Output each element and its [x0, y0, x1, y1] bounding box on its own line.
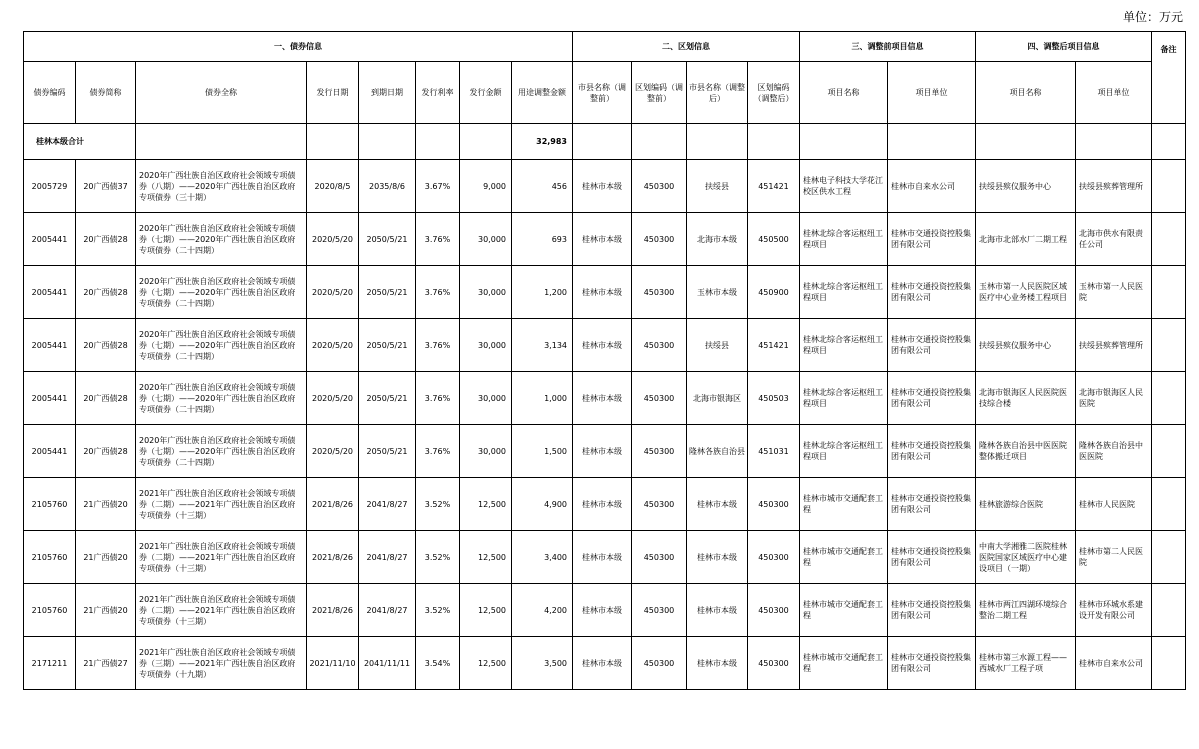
bond-full-name: 2021年广西壮族自治区政府社会领域专项债券（二期）——2021年广西壮族自治区政府专项债券（十三期）	[136, 478, 307, 531]
region-code-before: 450300	[632, 478, 687, 531]
interest-rate: 3.52%	[416, 531, 460, 584]
interest-rate: 3.76%	[416, 425, 460, 478]
project-name-before: 桂林市城市交通配套工程	[800, 584, 888, 637]
bond-code: 2105760	[24, 478, 76, 531]
project-name-before: 桂林市城市交通配套工程	[800, 531, 888, 584]
issue-date: 2020/8/5	[307, 160, 359, 213]
project-name-before: 桂林市城市交通配套工程	[800, 478, 888, 531]
interest-rate: 3.52%	[416, 478, 460, 531]
issue-amount: 12,500	[460, 637, 512, 690]
bond-full-name: 2020年广西壮族自治区政府社会领域专项债券（七期）——2020年广西壮族自治区政府专项债券（二十四期）	[136, 372, 307, 425]
empty-cell	[460, 124, 512, 160]
region-code-before: 450300	[632, 266, 687, 319]
issue-amount: 30,000	[460, 319, 512, 372]
bond-full-name: 2020年广西壮族自治区政府社会领域专项债券（七期）——2020年广西壮族自治区政府专项债券（二十四期）	[136, 266, 307, 319]
region-code-before: 450300	[632, 372, 687, 425]
col-header: 到期日期	[359, 62, 416, 124]
region-code-after: 451421	[748, 160, 800, 213]
city-after: 扶绥县	[687, 319, 748, 372]
project-name-before: 桂林北综合客运枢纽工程项目	[800, 372, 888, 425]
remark-cell	[1152, 266, 1186, 319]
bond-short-name: 20广西债28	[76, 425, 136, 478]
bond-full-name: 2021年广西壮族自治区政府社会领域专项债券（二期）——2021年广西壮族自治区政府专项债券（十三期）	[136, 584, 307, 637]
issue-date: 2020/5/20	[307, 319, 359, 372]
remark-cell	[1152, 372, 1186, 425]
maturity-date: 2050/5/21	[359, 213, 416, 266]
remark-cell	[1152, 478, 1186, 531]
region-code-after: 450500	[748, 213, 800, 266]
city-before: 桂林市本级	[573, 425, 632, 478]
maturity-date: 2041/11/11	[359, 637, 416, 690]
bond-full-name: 2020年广西壮族自治区政府社会领域专项债券（七期）——2020年广西壮族自治区政府专项债券（二十四期）	[136, 213, 307, 266]
remark-cell	[1152, 637, 1186, 690]
remark-cell	[1152, 319, 1186, 372]
bond-code: 2005441	[24, 425, 76, 478]
region-code-before: 450300	[632, 584, 687, 637]
bond-full-name: 2021年广西壮族自治区政府社会领域专项债券（三期）——2021年广西壮族自治区政府专项债券（十九期）	[136, 637, 307, 690]
issue-date: 2021/11/10	[307, 637, 359, 690]
maturity-date: 2041/8/27	[359, 531, 416, 584]
city-after: 玉林市本级	[687, 266, 748, 319]
table-row	[24, 637, 1186, 690]
issue-date: 2021/8/26	[307, 584, 359, 637]
bond-code: 2105760	[24, 531, 76, 584]
region-code-before: 450300	[632, 160, 687, 213]
project-name-after: 扶绥县殡仪服务中心	[976, 319, 1076, 372]
issue-date: 2021/8/26	[307, 531, 359, 584]
city-after: 桂林市本级	[687, 478, 748, 531]
project-name-after: 中南大学湘雅二医院桂林医院国家区域医疗中心建设项目（一期）	[976, 531, 1076, 584]
issue-date: 2020/5/20	[307, 372, 359, 425]
bond-code: 2005729	[24, 160, 76, 213]
project-unit-after: 桂林市第二人民医院	[1076, 531, 1152, 584]
unit-label: 单位：万元	[1122, 10, 1183, 24]
adjust-amount: 1,000	[512, 372, 573, 425]
empty-cell	[416, 124, 460, 160]
maturity-date: 2041/8/27	[359, 584, 416, 637]
remark-cell	[1152, 531, 1186, 584]
interest-rate: 3.76%	[416, 319, 460, 372]
adjust-amount: 1,200	[512, 266, 573, 319]
project-name-after: 隆林各族自治县中医医院整体搬迁项目	[976, 425, 1076, 478]
col-header: 市县名称（调整后）	[687, 62, 748, 124]
project-unit-before: 桂林市交通投资控股集团有限公司	[888, 425, 976, 478]
col-header: 项目名称	[976, 62, 1076, 124]
project-name-after: 桂林旅游综合医院	[976, 478, 1076, 531]
project-unit-after: 隆林各族自治县中医医院	[1076, 425, 1152, 478]
city-before: 桂林市本级	[573, 584, 632, 637]
table-row	[24, 425, 1186, 478]
empty-cell	[307, 124, 359, 160]
total-amount: 32,983	[512, 124, 573, 160]
project-name-before: 桂林电子科技大学花江校区供水工程	[800, 160, 888, 213]
project-unit-after: 扶绥县殡葬管理所	[1076, 160, 1152, 213]
issue-date: 2021/8/26	[307, 478, 359, 531]
table-row	[24, 266, 1186, 319]
project-unit-before: 桂林市自来水公司	[888, 160, 976, 213]
adjust-amount: 3,500	[512, 637, 573, 690]
table-row	[24, 584, 1186, 637]
maturity-date: 2035/8/6	[359, 160, 416, 213]
issue-date: 2020/5/20	[307, 213, 359, 266]
col-header: 债券简称	[76, 62, 136, 124]
col-header: 债券编码	[24, 62, 76, 124]
region-code-after: 451031	[748, 425, 800, 478]
issue-amount: 12,500	[460, 478, 512, 531]
remark-header: 备注	[1152, 32, 1186, 124]
section-header-row	[24, 32, 1186, 62]
bond-short-name: 20广西债28	[76, 319, 136, 372]
empty-cell	[359, 124, 416, 160]
city-before: 桂林市本级	[573, 531, 632, 584]
bond-code: 2005441	[24, 213, 76, 266]
remark-cell	[1152, 160, 1186, 213]
adjust-amount: 3,134	[512, 319, 573, 372]
bond-short-name: 21广西债20	[76, 584, 136, 637]
bond-short-name: 20广西债28	[76, 266, 136, 319]
bond-adjustment-table	[23, 31, 1186, 690]
city-after: 北海市银海区	[687, 372, 748, 425]
project-name-after: 北海市银海区人民医院医技综合楼	[976, 372, 1076, 425]
col-header: 项目单位	[1076, 62, 1152, 124]
region-code-before: 450300	[632, 531, 687, 584]
col-header: 发行金额	[460, 62, 512, 124]
issue-amount: 12,500	[460, 584, 512, 637]
project-name-after: 桂林市两江四湖环境综合整治二期工程	[976, 584, 1076, 637]
city-before: 桂林市本级	[573, 478, 632, 531]
maturity-date: 2041/8/27	[359, 478, 416, 531]
issue-date: 2020/5/20	[307, 425, 359, 478]
adjust-amount: 693	[512, 213, 573, 266]
total-label: 桂林本级合计	[24, 124, 136, 160]
bond-code: 2171211	[24, 637, 76, 690]
region-code-before: 450300	[632, 425, 687, 478]
table-row	[24, 478, 1186, 531]
col-header: 区划编码（调整后）	[748, 62, 800, 124]
issue-date: 2020/5/20	[307, 266, 359, 319]
empty-cell	[1076, 124, 1152, 160]
city-after: 北海市本级	[687, 213, 748, 266]
issue-amount: 30,000	[460, 213, 512, 266]
region-code-after: 451421	[748, 319, 800, 372]
bond-code: 2005441	[24, 319, 76, 372]
project-unit-after: 北海市银海区人民医院	[1076, 372, 1152, 425]
maturity-date: 2050/5/21	[359, 425, 416, 478]
city-after: 桂林市本级	[687, 637, 748, 690]
remark-cell	[1152, 213, 1186, 266]
interest-rate: 3.76%	[416, 266, 460, 319]
issue-amount: 30,000	[460, 372, 512, 425]
project-unit-before: 桂林市交通投资控股集团有限公司	[888, 584, 976, 637]
project-unit-before: 桂林市交通投资控股集团有限公司	[888, 531, 976, 584]
section-after-project: 四、调整后项目信息	[976, 32, 1152, 62]
region-code-before: 450300	[632, 319, 687, 372]
col-header: 项目名称	[800, 62, 888, 124]
bond-full-name: 2021年广西壮族自治区政府社会领域专项债券（二期）——2021年广西壮族自治区政府专项债券（十三期）	[136, 531, 307, 584]
region-code-after: 450300	[748, 584, 800, 637]
interest-rate: 3.76%	[416, 372, 460, 425]
project-unit-before: 桂林市交通投资控股集团有限公司	[888, 266, 976, 319]
project-name-before: 桂林北综合客运枢纽工程项目	[800, 425, 888, 478]
maturity-date: 2050/5/21	[359, 372, 416, 425]
region-code-after: 450300	[748, 478, 800, 531]
maturity-date: 2050/5/21	[359, 319, 416, 372]
issue-amount: 30,000	[460, 425, 512, 478]
project-name-before: 桂林市城市交通配套工程	[800, 637, 888, 690]
city-before: 桂林市本级	[573, 213, 632, 266]
empty-cell	[976, 124, 1076, 160]
bond-code: 2005441	[24, 372, 76, 425]
issue-amount: 9,000	[460, 160, 512, 213]
empty-cell	[800, 124, 888, 160]
column-header-row	[24, 62, 1186, 124]
bond-code: 2105760	[24, 584, 76, 637]
table-row	[24, 372, 1186, 425]
bond-short-name: 21广西债20	[76, 531, 136, 584]
table-row	[24, 319, 1186, 372]
empty-cell	[632, 124, 687, 160]
empty-cell	[136, 124, 307, 160]
project-name-after: 北海市北部水厂二期工程	[976, 213, 1076, 266]
region-code-before: 450300	[632, 213, 687, 266]
project-unit-after: 玉林市第一人民医院	[1076, 266, 1152, 319]
project-name-before: 桂林北综合客运枢纽工程项目	[800, 319, 888, 372]
project-unit-after: 扶绥县殡葬管理所	[1076, 319, 1152, 372]
project-unit-before: 桂林市交通投资控股集团有限公司	[888, 637, 976, 690]
city-after: 扶绥县	[687, 160, 748, 213]
bond-short-name: 20广西债37	[76, 160, 136, 213]
city-after: 桂林市本级	[687, 531, 748, 584]
city-before: 桂林市本级	[573, 319, 632, 372]
col-header: 区划编码（调整前）	[632, 62, 687, 124]
table-row	[24, 213, 1186, 266]
region-code-after: 450503	[748, 372, 800, 425]
interest-rate: 3.67%	[416, 160, 460, 213]
bond-short-name: 21广西债27	[76, 637, 136, 690]
bond-short-name: 21广西债20	[76, 478, 136, 531]
region-code-after: 450300	[748, 637, 800, 690]
city-after: 隆林各族自治县	[687, 425, 748, 478]
remark-cell	[1152, 425, 1186, 478]
col-header: 市县名称（调整前）	[573, 62, 632, 124]
table-row	[24, 160, 1186, 213]
col-header: 债券全称	[136, 62, 307, 124]
project-unit-before: 桂林市交通投资控股集团有限公司	[888, 372, 976, 425]
project-name-after: 桂林市第三水源工程——西城水厂工程子项	[976, 637, 1076, 690]
adjust-amount: 4,900	[512, 478, 573, 531]
interest-rate: 3.52%	[416, 584, 460, 637]
adjust-amount: 1,500	[512, 425, 573, 478]
section-bond-info: 一、债券信息	[24, 32, 573, 62]
project-name-after: 扶绥县殡仪服务中心	[976, 160, 1076, 213]
adjust-amount: 456	[512, 160, 573, 213]
region-code-before: 450300	[632, 637, 687, 690]
project-unit-after: 桂林市环城水系建设开发有限公司	[1076, 584, 1152, 637]
city-after: 桂林市本级	[687, 584, 748, 637]
bond-short-name: 20广西债28	[76, 213, 136, 266]
empty-cell	[687, 124, 748, 160]
section-region-info: 二、区划信息	[573, 32, 800, 62]
adjust-amount: 3,400	[512, 531, 573, 584]
bond-short-name: 20广西债28	[76, 372, 136, 425]
empty-cell	[888, 124, 976, 160]
interest-rate: 3.54%	[416, 637, 460, 690]
total-row	[24, 124, 1186, 160]
bond-full-name: 2020年广西壮族自治区政府社会领域专项债券（七期）——2020年广西壮族自治区政府专项债券（二十四期）	[136, 425, 307, 478]
city-before: 桂林市本级	[573, 372, 632, 425]
issue-amount: 30,000	[460, 266, 512, 319]
col-header: 发行日期	[307, 62, 359, 124]
interest-rate: 3.76%	[416, 213, 460, 266]
empty-cell	[573, 124, 632, 160]
project-unit-before: 桂林市交通投资控股集团有限公司	[888, 478, 976, 531]
bond-full-name: 2020年广西壮族自治区政府社会领域专项债券（八期）——2020年广西壮族自治区政府专项债券（三十期）	[136, 160, 307, 213]
city-before: 桂林市本级	[573, 637, 632, 690]
region-code-after: 450900	[748, 266, 800, 319]
table-row	[24, 531, 1186, 584]
project-unit-after: 桂林市自来水公司	[1076, 637, 1152, 690]
city-before: 桂林市本级	[573, 266, 632, 319]
bond-full-name: 2020年广西壮族自治区政府社会领域专项债券（七期）——2020年广西壮族自治区政府专项债券（二十四期）	[136, 319, 307, 372]
project-unit-before: 桂林市交通投资控股集团有限公司	[888, 213, 976, 266]
city-before: 桂林市本级	[573, 160, 632, 213]
project-unit-after: 北海市供水有限责任公司	[1076, 213, 1152, 266]
col-header: 用途调整金额	[512, 62, 573, 124]
bond-code: 2005441	[24, 266, 76, 319]
project-name-after: 玉林市第一人民医院区域医疗中心业务楼工程项目	[976, 266, 1076, 319]
col-header: 发行利率	[416, 62, 460, 124]
remark-cell	[1152, 584, 1186, 637]
project-name-before: 桂林北综合客运枢纽工程项目	[800, 266, 888, 319]
project-name-before: 桂林北综合客运枢纽工程项目	[800, 213, 888, 266]
issue-amount: 12,500	[460, 531, 512, 584]
project-unit-before: 桂林市交通投资控股集团有限公司	[888, 319, 976, 372]
region-code-after: 450300	[748, 531, 800, 584]
empty-cell	[1152, 124, 1186, 160]
maturity-date: 2050/5/21	[359, 266, 416, 319]
project-unit-after: 桂林市人民医院	[1076, 478, 1152, 531]
adjust-amount: 4,200	[512, 584, 573, 637]
empty-cell	[748, 124, 800, 160]
section-before-project: 三、调整前项目信息	[800, 32, 976, 62]
col-header: 项目单位	[888, 62, 976, 124]
